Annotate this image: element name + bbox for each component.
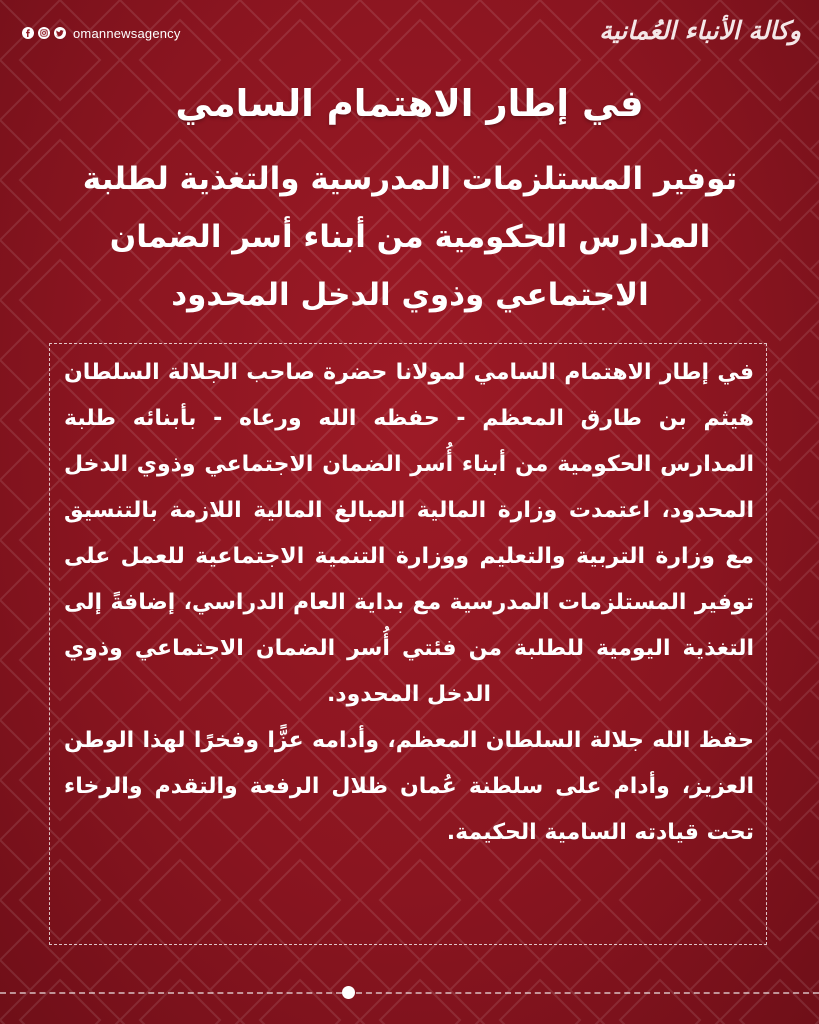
facebook-icon[interactable] — [22, 27, 34, 39]
subtitle — [55, 150, 765, 324]
body-text — [64, 350, 754, 856]
subtitle-line: المدارس الحكومية من أبناء أسر الضمان — [109, 219, 711, 255]
agency-logo: وكالة الأنباء العُمانية — [599, 16, 801, 45]
body-paragraph: في إطار الاهتمام السامي لمولانا حضرة صاحب الجلالة السلطان هيثم بن طارق المعظم - حفظه الله ورعاه - بأبنائه طلبة المدارس الحكومية من أبناء أُسر الضمان الاجتماعي وذوي الدخل المحدود، اعتمدت وزارة المالية المبالغ المالية اللازمة بالتنسيق مع وزارة التربية والتعليم ووزارة التنمية الاجتماعية للعمل على توفير المستلزمات المدرسية مع بداية العام الدراسي، إضافةً إلى التغذية اليومية للطلبة من فئتي أُسر الضمان الاجتماعي وذوي الدخل المحدود. — [64, 360, 754, 707]
instagram-icon[interactable] — [38, 27, 50, 39]
twitter-icon[interactable] — [54, 27, 66, 39]
closing-paragraph: حفظ الله جلالة السلطان المعظم، وأدامه عزًّا وفخرًا لهذا الوطن العزيز، وأدام على سلطنة عُمان ظلال الرفعة والتقدم والرخاء تحت قيادته السامية الحكيمة. — [64, 728, 754, 845]
subtitle-line: الاجتماعي وذوي الدخل المحدود — [171, 277, 649, 313]
subtitle-line: توفير المستلزمات المدرسية والتغذية لطلبة — [82, 161, 738, 197]
page-indicator-dot — [342, 986, 355, 999]
divider-left — [0, 992, 342, 994]
page-title: في إطار الاهتمام السامي — [175, 82, 644, 125]
divider-right — [356, 992, 819, 994]
bottom-divider — [0, 992, 819, 994]
social-bar — [22, 23, 181, 43]
social-handle[interactable]: omannewsagency — [73, 25, 181, 41]
